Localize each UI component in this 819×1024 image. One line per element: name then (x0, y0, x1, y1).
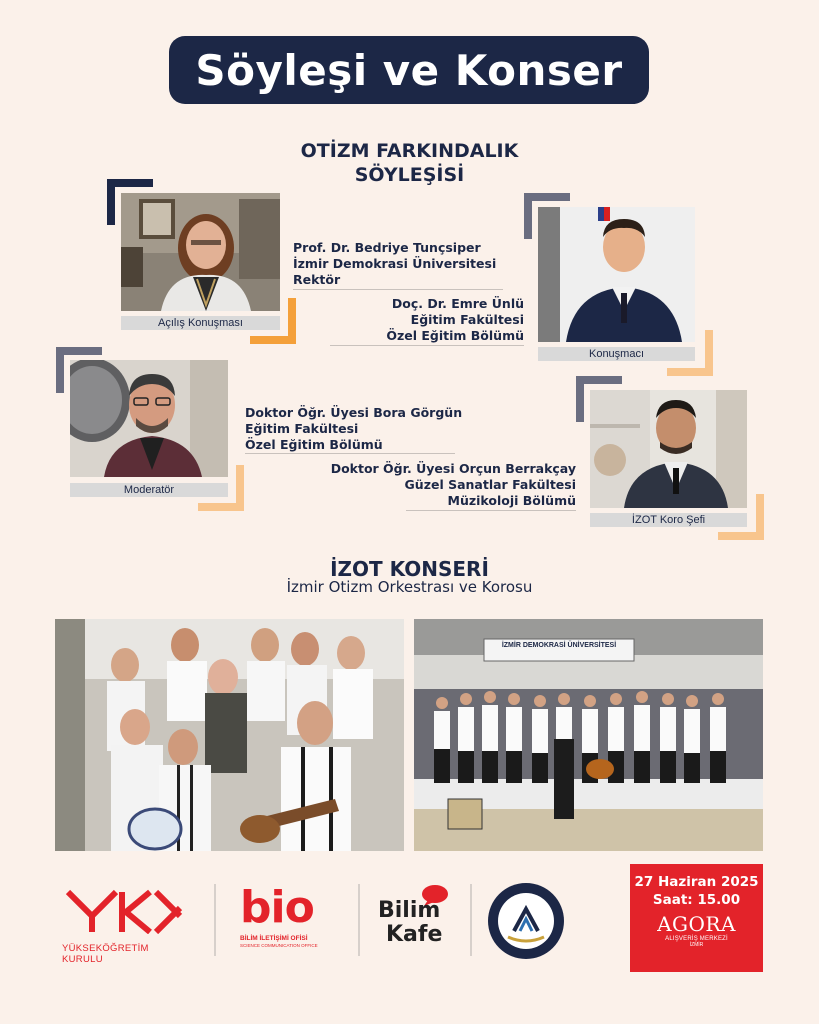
concert-title: İZOT KONSERİ (330, 557, 489, 581)
speaker-photo-rector (121, 193, 280, 311)
divider-line (406, 510, 576, 511)
speaker-name: Doktor Öğr. Üyesi Orçun Berrakçay (330, 461, 576, 476)
speaker-info-choir-conductor (326, 461, 576, 509)
yok-mark-icon (62, 888, 188, 934)
bio-logo-mark: bio (240, 882, 314, 933)
divider-line (330, 345, 524, 346)
idu-year: 2016 (519, 943, 533, 949)
bilim-kafe-logo (376, 884, 460, 956)
caption-moderator: Moderatör (70, 483, 228, 497)
speaker-info-rector (293, 240, 496, 288)
logo-separator (470, 884, 472, 956)
yok-logo (62, 888, 188, 965)
speaker-affiliation: Güzel Sanatlar Fakültesi (404, 477, 576, 492)
caption-choir-conductor: İZOT Koro Şefi (590, 513, 747, 527)
speaker-info-speaker (330, 296, 524, 344)
venue-name: AGORA (657, 912, 736, 936)
speaker-photo-emre (538, 207, 695, 342)
venue-city: İZMİR (689, 942, 704, 948)
concert-photo-choir (55, 619, 404, 851)
speaker-affiliation: Eğitim Fakültesi (245, 421, 359, 436)
speaker-affiliation: İzmir Demokrasi Üniversitesi (293, 256, 497, 271)
bilim-kafe-line2: Kafe (386, 922, 443, 947)
bio-logo (240, 884, 340, 956)
talk-section-title-line2: SÖYLEŞİSİ (354, 164, 465, 186)
event-title: Söyleşi ve Konser (169, 36, 649, 104)
divider-line (293, 289, 503, 290)
event-date: 27 Haziran 2025 (634, 874, 759, 890)
speaker-role: Müzikoloji Bölümü (447, 493, 576, 508)
logo-separator (214, 884, 216, 956)
yok-logo-text: YÜKSEKÖĞRETİM KURULU (62, 943, 149, 965)
bio-logo-sub-en: SCIENCE COMMUNICATION OFFICE (240, 943, 318, 948)
caption-opening-speech: Açılış Konuşması (121, 316, 280, 330)
speaker-name: Doktor Öğr. Üyesi Bora Görgün (245, 405, 463, 420)
divider-line (245, 453, 455, 454)
talk-section-title: OTİZM FARKINDALIK (300, 140, 519, 162)
concert-subtitle: İzmir Otizm Orkestrası ve Korosu (286, 578, 533, 596)
speaker-photo-bora (70, 360, 228, 477)
concert-photo-stage (414, 619, 763, 851)
logo-separator (358, 884, 360, 956)
idu-seal-logo (486, 881, 566, 961)
university-seal-icon (486, 881, 566, 961)
bilim-kafe-line1: Bilim (378, 898, 441, 923)
event-time: Saat: 15.00 (652, 892, 741, 908)
caption-speaker: Konuşmacı (538, 347, 695, 361)
speaker-role: Özel Eğitim Bölümü (386, 328, 524, 343)
event-info-box (630, 864, 763, 972)
venue-sub: ALIŞVERİŞ MERKEZİ (665, 936, 728, 942)
stage-banner: İZMİR DEMOKRASİ ÜNİVERSİTESİ (501, 642, 617, 649)
speaker-role: Özel Eğitim Bölümü (245, 437, 383, 452)
speaker-affiliation: Eğitim Fakültesi (410, 312, 524, 327)
speaker-photo-orcun (590, 390, 747, 508)
speaker-role: Rektör (293, 272, 341, 287)
speaker-info-moderator (245, 405, 462, 453)
speaker-name: Doç. Dr. Emre Ünlü (391, 296, 524, 311)
speaker-name: Prof. Dr. Bedriye Tunçsiper (293, 240, 481, 255)
bio-logo-sub: BİLİM İLETİŞİMİ OFİSİ (240, 935, 308, 942)
